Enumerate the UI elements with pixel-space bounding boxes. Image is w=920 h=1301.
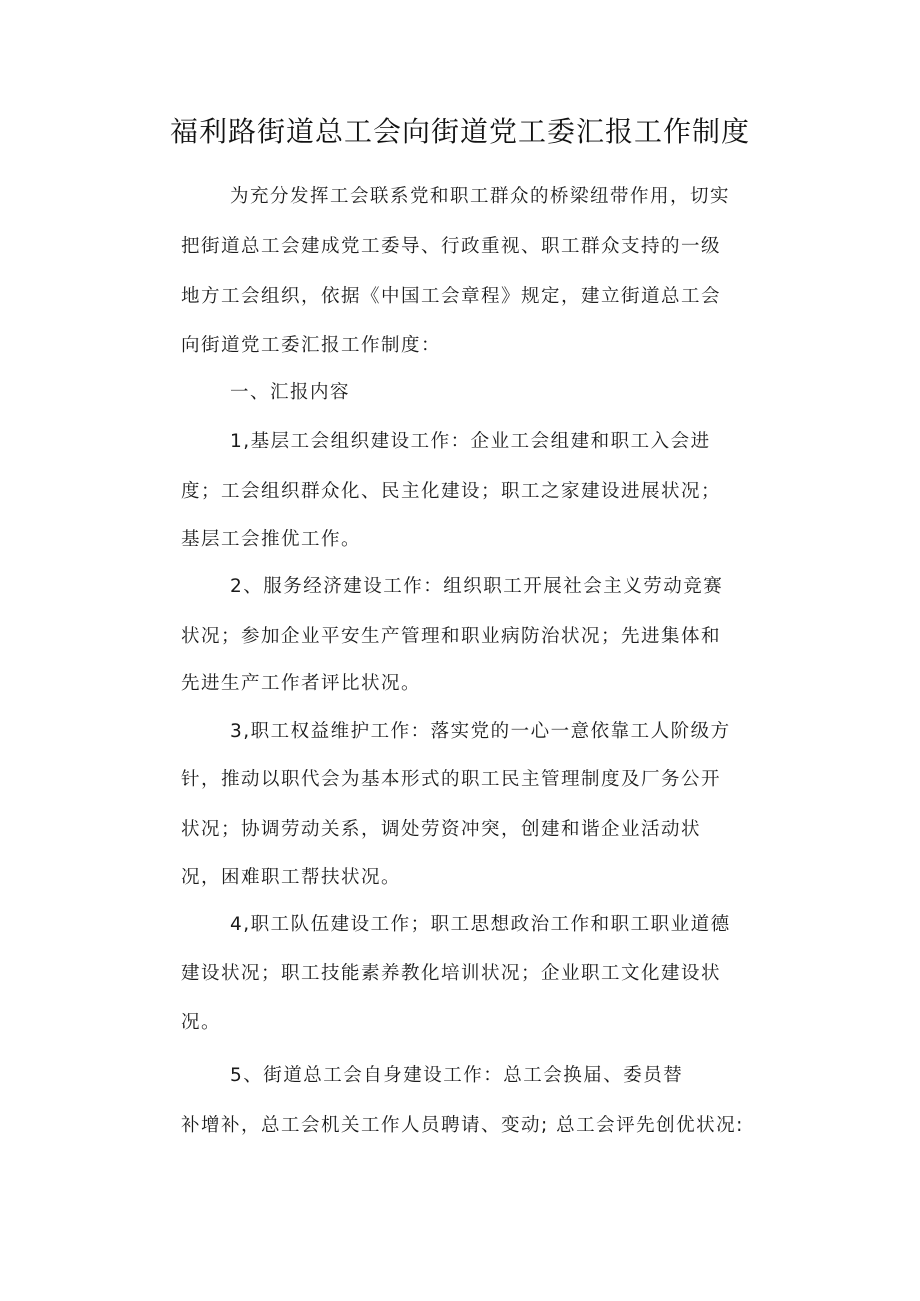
paragraph-line: 把街道总工会建成党工委导、行政重视、职工群众支持的一级 — [181, 236, 722, 257]
paragraph-line: 1,基层工会组织建设工作：企业工会组建和职工入会进 — [230, 431, 711, 452]
paragraph-line: 针，推动以职代会为基本形式的职工民主管理制度及厂务公开 — [181, 769, 722, 790]
paragraph-line: 3,职工权益维护工作：落实党的一心一意依靠工人阶级方 — [230, 721, 731, 742]
paragraph-line: 2、服务经济建设工作：组织职工开展社会主义劳动竞赛 — [230, 576, 724, 597]
paragraph-line: 补增补，总工会机关工作人员聘请、变动; 总工会评先创优状况: — [181, 1115, 744, 1136]
paragraph-line: 基层工会推优工作。 — [181, 529, 362, 550]
paragraph-line: 先进生产工作者评比状况。 — [181, 673, 422, 694]
paragraph-line: 为充分发挥工会联系党和职工群众的桥梁纽带作用，切实 — [230, 186, 731, 207]
document-title: 福利路街道总工会向街道党工委汇报工作制度 — [169, 115, 750, 148]
paragraph-line: 况。 — [181, 1012, 222, 1033]
paragraph-line: 5、街道总工会自身建设工作：总工会换届、委员替 — [230, 1065, 684, 1086]
paragraph-line: 状况；协调劳动关系，调处劳资冲突，创建和谐企业活动状 — [181, 819, 702, 840]
paragraph-line: 地方工会组织，依据《中国工会章程》规定，建立街道总工会 — [181, 286, 722, 307]
paragraph-line: 度；工会组织群众化、民主化建设；职工之家建设进展状况； — [181, 481, 722, 502]
paragraph-line: 建设状况；职工技能素养教化培训状况；企业职工文化建设状 — [181, 963, 722, 984]
paragraph-line: 况，困难职工帮扶状况。 — [181, 867, 402, 888]
paragraph-line: 状况；参加企业平安生产管理和职业病防治状况；先进集体和 — [181, 626, 722, 647]
section-heading: 一、汇报内容 — [230, 382, 351, 403]
paragraph-line: 向街道党工委汇报工作制度： — [181, 335, 442, 356]
paragraph-line: 4,职工队伍建设工作；职工思想政治工作和职工职业道德 — [230, 914, 731, 935]
